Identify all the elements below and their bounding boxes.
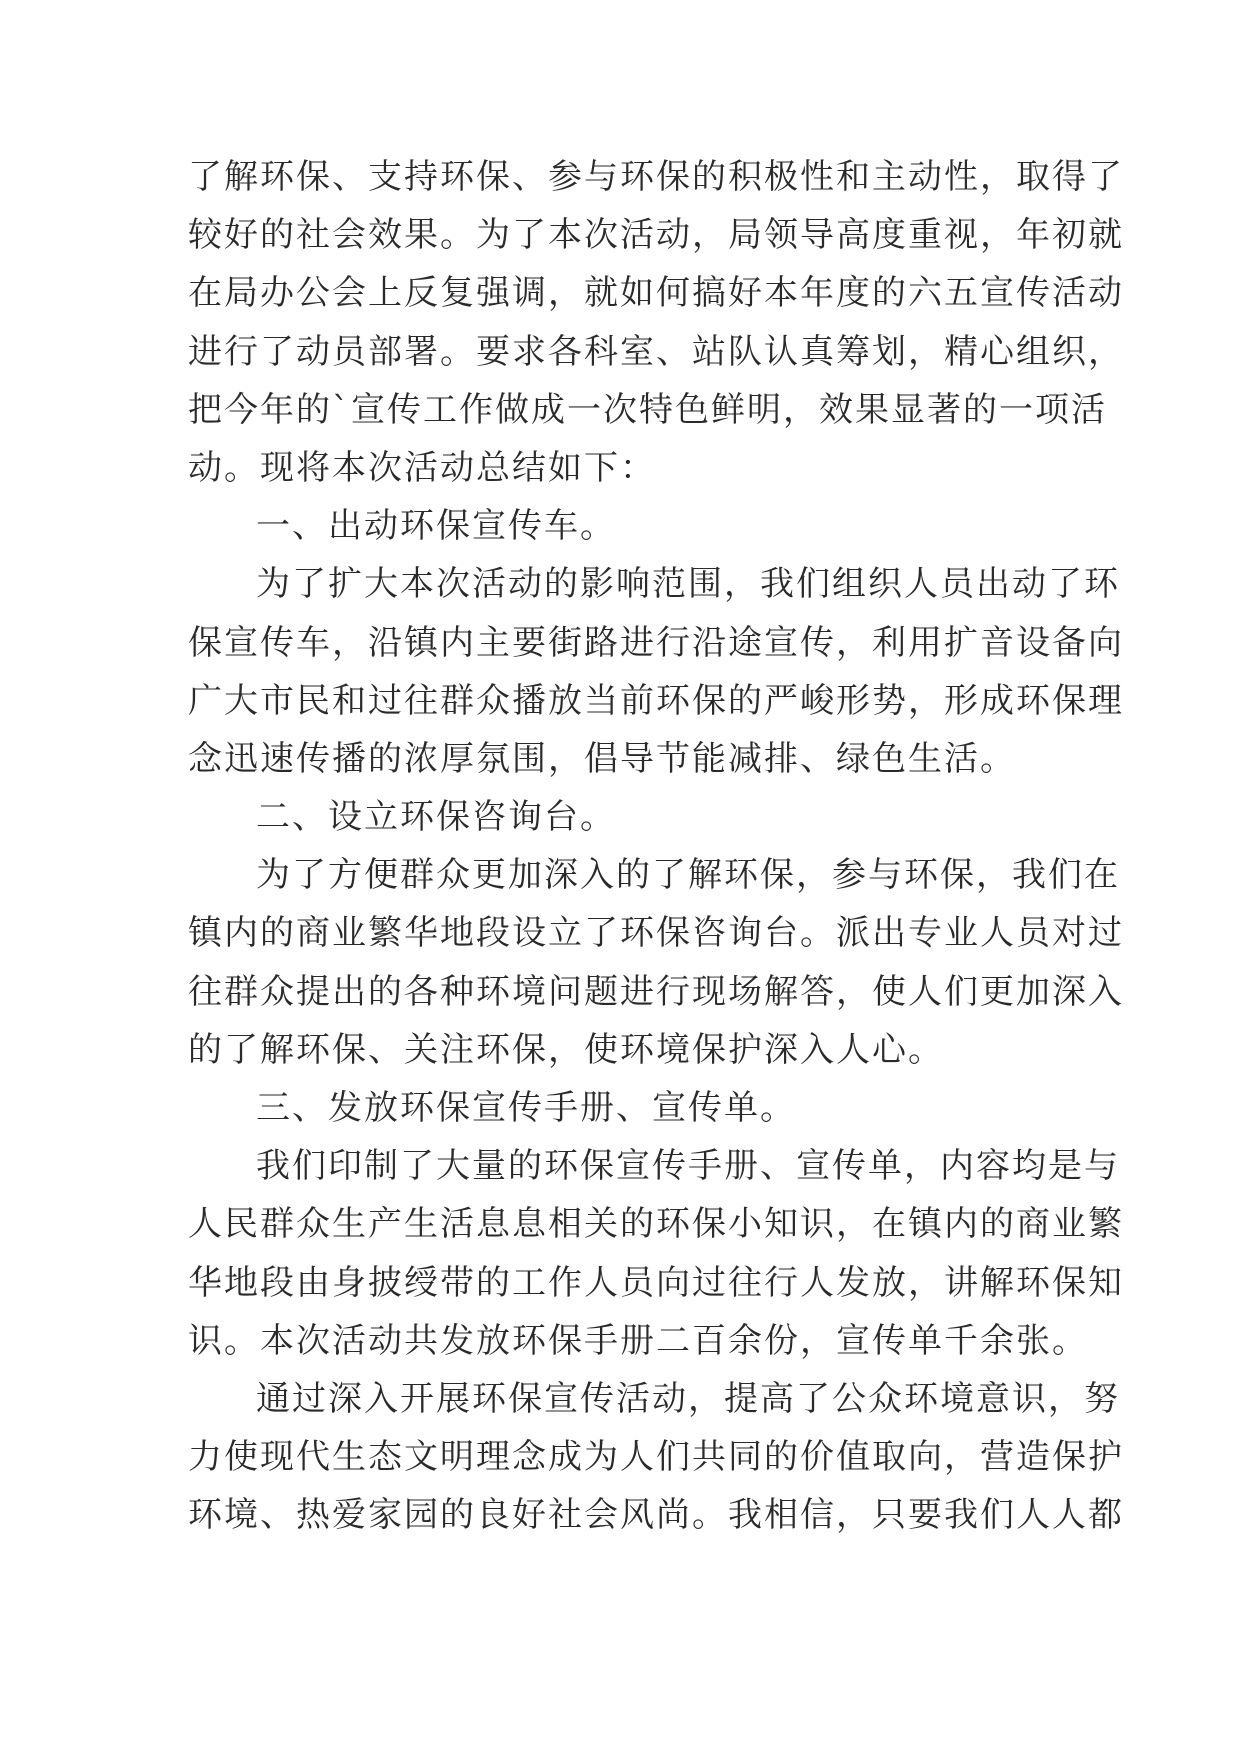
- body-line: 进行了动员部署。要求各科室、站队认真筹划，精心组织，: [188, 331, 1124, 372]
- section-heading-1: 一、出动环保宣传车。: [256, 506, 616, 547]
- paragraph-first-line: 通过深入开展环保宣传活动，提高了公众环境意识，努: [256, 1378, 1120, 1419]
- body-line: 环境、热爱家园的良好社会风尚。我相信，只要我们人人都: [188, 1495, 1124, 1536]
- body-line: 把今年的`宣传工作做成一次特色鲜明，效果显著的一项活: [188, 389, 1107, 430]
- body-line: 往群众提出的各种环境问题进行现场解答，使人们更加深入: [188, 971, 1124, 1012]
- body-line: 力使现代生态文明理念成为人们共同的价值取向，营造保护: [188, 1437, 1124, 1478]
- section-heading-2: 二、设立环保咨询台。: [256, 797, 616, 838]
- body-line: 人民群众生产生活息息相关的环保小知识，在镇内的商业繁: [188, 1204, 1124, 1245]
- body-line: 保宣传车，沿镇内主要街路进行沿途宣传，利用扩音设备向: [188, 622, 1124, 663]
- body-line: 华地段由身披绶带的工作人员向过往行人发放，讲解环保知: [188, 1262, 1124, 1303]
- body-line: 的了解环保、关注环保，使环境保护深入人心。: [188, 1029, 944, 1070]
- paragraph-first-line: 为了方便群众更加深入的了解环保，参与环保，我们在: [256, 855, 1120, 896]
- body-line: 动。现将本次活动总结如下：: [188, 447, 656, 488]
- paragraph-first-line: 为了扩大本次活动的影响范围，我们组织人员出动了环: [256, 564, 1120, 605]
- body-line: 广大市民和过往群众播放当前环保的严峻形势，形成环保理: [188, 680, 1124, 721]
- paragraph-first-line: 我们印制了大量的环保宣传手册、宣传单，内容均是与: [256, 1146, 1120, 1187]
- section-heading-3: 三、发放环保宣传手册、宣传单。: [256, 1088, 796, 1128]
- document-body: [188, 148, 1124, 1545]
- body-line: 在局办公会上反复强调，就如何搞好本年度的六五宣传活动: [188, 273, 1124, 314]
- body-line: 识。本次活动共发放环保手册二百余份，宣传单千余张。: [188, 1320, 1088, 1361]
- body-line: 镇内的商业繁华地段设立了环保咨询台。派出专业人员对过: [188, 913, 1124, 954]
- body-line: 较好的社会效果。为了本次活动，局领导高度重视，年初就: [188, 215, 1124, 256]
- body-line: 了解环保、支持环保、参与环保的积极性和主动性，取得了: [188, 157, 1124, 197]
- body-line: 念迅速传播的浓厚氛围，倡导节能减排、绿色生活。: [188, 738, 1016, 779]
